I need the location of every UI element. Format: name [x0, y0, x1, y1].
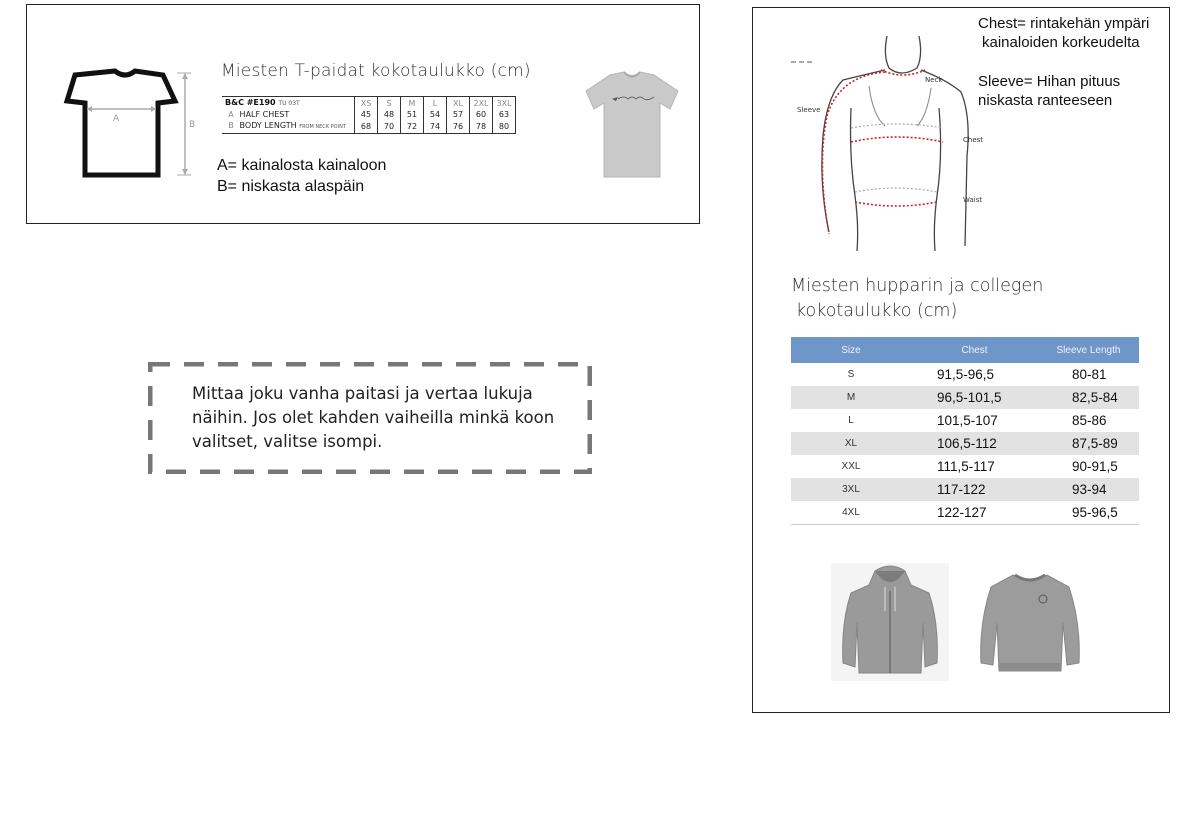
waist-label: Waist [963, 196, 983, 204]
chest-definition: Chest= rintakehän ympäri kainaloiden korkeudelta [978, 15, 1150, 51]
table-cell: 78 [470, 120, 493, 134]
tshirt-measure-diagram [45, 63, 225, 183]
row-label-body-length: B BODY LENGTH FROM NECK POINT [222, 120, 355, 134]
table-cell: 54 [424, 109, 447, 120]
size-header: S [378, 97, 401, 110]
size-header: XL [447, 97, 470, 110]
sleeve-label: Sleeve [797, 106, 821, 114]
label-b: B [189, 120, 196, 130]
table-cell: 74 [424, 120, 447, 134]
size-header: 2XL [470, 97, 493, 110]
hoodie-title: Miesten hupparin ja collegen kokotaulukko (cm) [791, 276, 1044, 321]
tshirt-size-panel [26, 4, 700, 224]
tshirt-model: B&C #E190 TU 03T [222, 97, 355, 110]
sleeve-definition: Sleeve= Hihan pituus niskasta ranteeseen [978, 73, 1121, 109]
table-row: XXL 111,5-117 90-91,5 [841, 459, 1118, 474]
table-cell: 70 [378, 120, 401, 134]
table-row: M 96,5-101,5 82,5-84 [791, 386, 1139, 409]
table-row: S 91,5-96,5 80-81 [847, 367, 1107, 382]
chest-label: Chest [963, 136, 984, 144]
tshirt-photo [582, 69, 682, 181]
table-cell: 51 [401, 109, 424, 120]
table-cell: 48 [378, 109, 401, 120]
hoodie-size-panel [752, 7, 1170, 713]
column-header-chest: Chest [911, 337, 1038, 363]
size-header: 3XL [493, 97, 516, 110]
table-row: 4XL 122-127 95-96,5 [791, 501, 1139, 525]
body-measure-figure [789, 36, 989, 256]
tshirt-title: Miesten T-paidat kokotaulukko (cm) [221, 61, 531, 81]
column-header-sleeve: Sleeve Length [1038, 337, 1139, 363]
table-row: XL 106,5-112 87,5-89 [791, 432, 1139, 455]
sweatshirt-photo [971, 563, 1089, 681]
tshirt-legend [217, 155, 386, 197]
table-cell: 80 [493, 120, 516, 134]
table-cell: 60 [470, 109, 493, 120]
table-cell: 68 [355, 120, 378, 134]
size-header: L [424, 97, 447, 110]
size-header: M [401, 97, 424, 110]
legend-a: A= kainalosta kainaloon [217, 157, 387, 174]
measure-tip-text: Mittaa joku vanha paitasi ja vertaa lukuja näihin. Jos olet kahden vaiheilla minkä koon valitset, valitse isompi. [192, 384, 555, 451]
measure-tip-box [148, 362, 592, 474]
table-cell: 76 [447, 120, 470, 134]
tshirt-size-table [222, 96, 516, 134]
size-header: XS [355, 97, 378, 110]
table-row: 3XL 117-122 93-94 [791, 478, 1139, 501]
row-label-half-chest: A HALF CHEST [222, 109, 355, 120]
table-cell: 57 [447, 109, 470, 120]
hoodie-size-table [791, 337, 1139, 525]
table-row: L 101,5-107 85-86 [848, 413, 1107, 428]
table-cell: 63 [493, 109, 516, 120]
hoodie-photo [831, 563, 949, 681]
table-cell: 45 [355, 109, 378, 120]
neck-label: Neck [925, 76, 943, 84]
legend-b: B= niskasta alaspäin [217, 178, 365, 195]
table-cell: 72 [401, 120, 424, 134]
label-a: A [113, 114, 120, 124]
column-header-size: Size [791, 337, 911, 363]
